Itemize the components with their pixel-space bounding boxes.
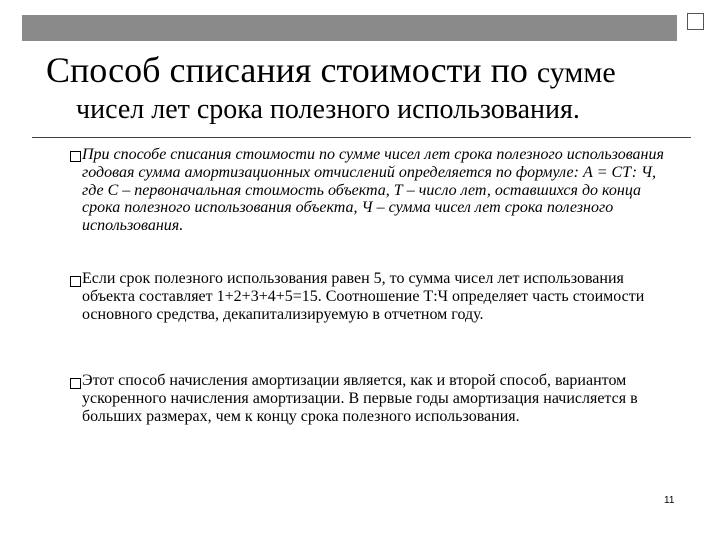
bullet-square-icon (70, 276, 81, 287)
slide-title-text-small: сумме (536, 56, 616, 89)
bullet-paragraph-2: Если срок полезного использования равен 5, то сумма чисел лет использования объекта составляет 1+2+3+4+5=15. Соотношение Т:Ч определяет часть стоимости основного средства, декапитализируемую в отчетном году. (82, 270, 645, 323)
bullet-paragraph-3: Этот способ начисления амортизации является, как и второй способ, вариантом ускоренного начисления амортизации. В первые годы амортизация начисляется в больших размерах, чем к концу срока полезного использования. (82, 372, 638, 425)
slide-title-line-1 (46, 48, 686, 95)
page-number: 11 (664, 495, 675, 506)
slide-title-text: Способ списания стоимости по (46, 50, 537, 90)
bullet-square-icon (70, 151, 81, 162)
title-divider (32, 137, 691, 138)
bullet-paragraph-1: При способе списания стоимости по сумме чисел лет срока полезного использования годовая сумма амортизационных отчислений определяется по формуле: А = СТ: Ч, где С – первоначальная стоимость объекта, Т – число лет, оставшихся до конца срока полезного использования объекта, Ч – сумма чисел лет срока полезного использования. (82, 146, 664, 235)
header-bar (22, 15, 677, 41)
bullet-square-icon (70, 378, 81, 389)
slide-title-line-2: чисел лет срока полезного использования. (76, 94, 580, 125)
corner-square-decoration (687, 13, 704, 30)
